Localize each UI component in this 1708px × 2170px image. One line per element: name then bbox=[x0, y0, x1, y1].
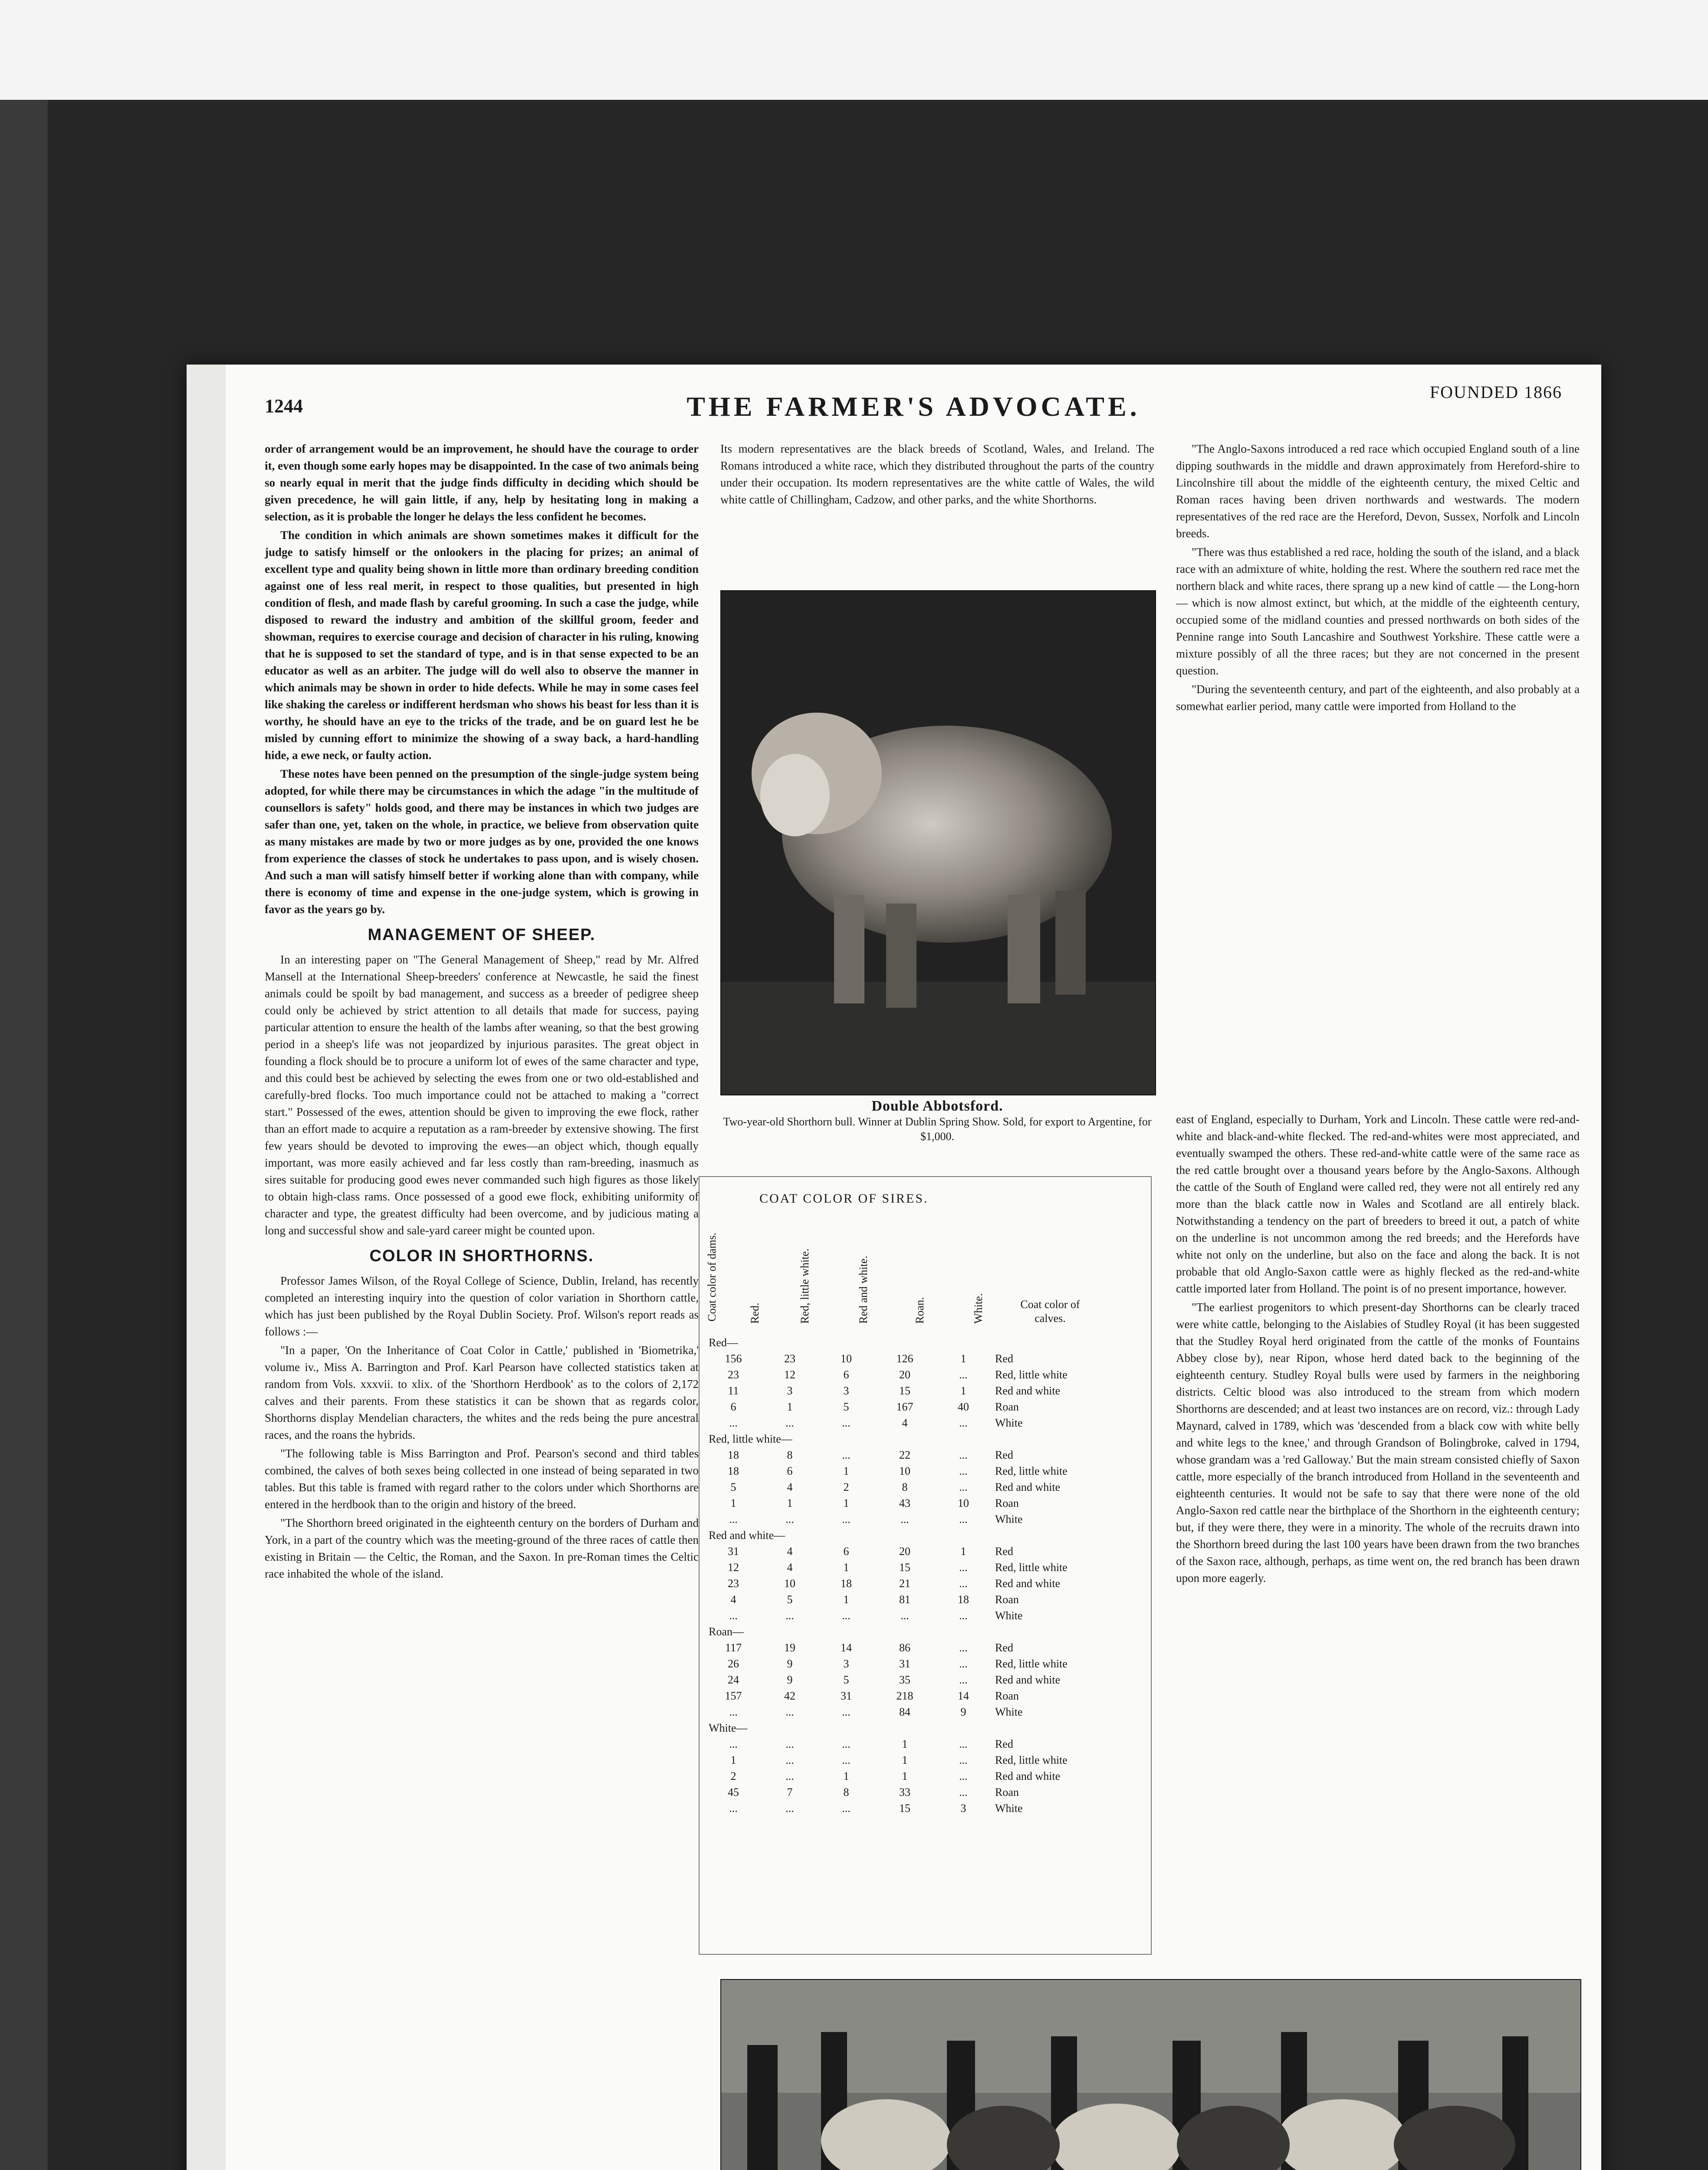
table-cell-calf-color: Roan bbox=[995, 1689, 1019, 1702]
table-cell: ... bbox=[785, 1609, 794, 1622]
table-cell: 18 bbox=[841, 1577, 852, 1590]
table-cell: ... bbox=[785, 1512, 794, 1526]
table-row bbox=[705, 1800, 1143, 1816]
table-cell: 117 bbox=[725, 1641, 742, 1654]
table-cell-calf-color: White bbox=[995, 1512, 1023, 1526]
col3-paragraph-4: east of England, especially to Durham, York and Lincoln. These cattle were red-and-white and black-and-white flecked. The red-and-whites were most appreciated, and eventually swamped the others. These red-and-white cattle were of the same race as the red cattle brought over a thousand years before by the Anglo-Saxons. Although the cattle of the South of England were called red, they were not all entirely red any more than the black cattle now in Wales and Scotland are all entirely black. Notwithstanding a tendency on the part of breeders to breed it out, a patch of white on the underline is not uncommon among the red breeds; and the Herefords have white not only on the underline, but also on the face and along the back. It is not probable that old Anglo-Saxon cattle were as highly flecked as the red-and-white cattle imported later from Holland. The point is of no present importance, however. bbox=[1176, 1113, 1580, 1295]
sire-header-red: Red. bbox=[749, 1302, 761, 1324]
table-cell: 8 bbox=[843, 1785, 849, 1798]
table-cell: 4 bbox=[902, 1416, 908, 1429]
dams-header: Coat color of dams. bbox=[706, 1232, 718, 1322]
founded-label: FOUNDED 1866 bbox=[1429, 382, 1562, 402]
table-cell: 23 bbox=[728, 1577, 739, 1590]
table-group-row bbox=[705, 1624, 1143, 1640]
scan-background-top bbox=[0, 0, 1708, 100]
table-cell: ... bbox=[842, 1737, 851, 1750]
table-cell: ... bbox=[959, 1368, 968, 1381]
table-cell: ... bbox=[959, 1464, 968, 1477]
table-group-row bbox=[705, 1720, 1143, 1736]
column-3-top bbox=[1176, 441, 1580, 1109]
table-cell: 7 bbox=[787, 1785, 793, 1798]
table-row bbox=[705, 1543, 1143, 1559]
table-cell: 24 bbox=[728, 1673, 739, 1686]
table-cell: ... bbox=[959, 1785, 968, 1798]
table-cell: 18 bbox=[728, 1448, 739, 1461]
table-cell: ... bbox=[842, 1609, 851, 1622]
table-cell: ... bbox=[842, 1753, 851, 1766]
table-row bbox=[705, 1479, 1143, 1495]
table-cell: 23 bbox=[784, 1352, 795, 1365]
masthead-title: THE FARMER'S ADVOCATE. bbox=[686, 391, 1140, 422]
table-row bbox=[705, 1367, 1143, 1383]
bull-photo-illustration bbox=[721, 591, 1155, 1095]
table-cell: 11 bbox=[728, 1384, 739, 1397]
col3-paragraph-3: "During the seventeenth century, and part of the eighteenth, and also probably at a somewhat earlier period, many cattle were imported from Holland to the bbox=[1176, 683, 1580, 713]
table-group-label: Red and white— bbox=[709, 1529, 785, 1542]
table-cell: ... bbox=[842, 1416, 851, 1429]
table-row bbox=[705, 1608, 1143, 1624]
table-group-label: Red— bbox=[709, 1336, 738, 1349]
col3-paragraph-2: "There was thus established a red race, holding the south of the island, and a black race with an admixture of white, holding the rest. Where the southern red race met the northern black and white races, there sprang up a new kind of cattle — the Long-horn — which is now almost extinct, but which, at the middle of the eighteenth century, occupied some of the midland counties and pressed northwards on both sides of the Pennine range into South Lancashire and Southwest Yorkshire. These cattle were a mixture possibly of all the three races; but they are not concerned in the present question. bbox=[1176, 546, 1580, 677]
table-cell: 4 bbox=[787, 1561, 793, 1574]
table-cell: 1 bbox=[787, 1400, 793, 1413]
table-cell-calf-color: Roan bbox=[995, 1593, 1019, 1606]
table-cell-calf-color: Roan bbox=[995, 1400, 1019, 1413]
table-cell: ... bbox=[959, 1448, 968, 1461]
table-cell: 33 bbox=[899, 1785, 910, 1798]
scan-background-left bbox=[0, 100, 48, 2170]
table-cell: ... bbox=[785, 1705, 794, 1718]
sire-header-roan: Roan. bbox=[913, 1297, 926, 1324]
table-cell: 9 bbox=[787, 1673, 793, 1686]
table-cell: 4 bbox=[730, 1593, 736, 1606]
table-cell: ... bbox=[729, 1512, 738, 1526]
table-cell: 1 bbox=[902, 1769, 908, 1782]
table-cell: 6 bbox=[843, 1545, 849, 1558]
heading-management-of-sheep: MANAGEMENT OF SHEEP. bbox=[368, 926, 596, 944]
photo-double-abbotsford bbox=[720, 590, 1156, 1095]
table-cell-calf-color: White bbox=[995, 1802, 1023, 1815]
table-cell: ... bbox=[959, 1480, 968, 1493]
table-cell: ... bbox=[729, 1802, 738, 1815]
table-cell-calf-color: Red and white bbox=[995, 1577, 1061, 1590]
table-cell: 1 bbox=[960, 1384, 966, 1397]
table-cell: 1 bbox=[902, 1737, 908, 1750]
table-cell: 218 bbox=[896, 1689, 913, 1702]
table-cell: 9 bbox=[960, 1705, 966, 1718]
table-cell: ... bbox=[842, 1802, 851, 1815]
table-row bbox=[705, 1399, 1143, 1415]
table-row bbox=[705, 1672, 1143, 1688]
table-cell: 1 bbox=[787, 1496, 793, 1509]
table-cell: ... bbox=[900, 1512, 909, 1526]
table-cell: ... bbox=[959, 1769, 968, 1782]
table-cell: 15 bbox=[899, 1384, 910, 1397]
table-cell-calf-color: Red and white bbox=[995, 1769, 1061, 1782]
col3-paragraph-1: "The Anglo-Saxons introduced a red race which occupied England south of a line dipping southwards in the middle and drawn approximately from Hereford-shire to Lincolnshire till about the middle of the eighteenth century, the mixed Celtic and Roman races having been driven northwards and westwards. The modern representatives of the red race are the Hereford, Devon, Sussex, Norfolk and Lincoln breeds. bbox=[1176, 442, 1580, 540]
table-cell: ... bbox=[842, 1448, 851, 1461]
table-row bbox=[705, 1383, 1143, 1399]
col1-paragraph-7: "The following table is Miss Barrington and Prof. Pearson's second and third tables combined, the calves of both sexes being collected in one instead of being separated in two tables. But this table is framed with regard rather to the colors under which Shorthorns are entered in the herdbook than to the origin and history of the breed. bbox=[265, 1447, 699, 1511]
table-cell: 81 bbox=[899, 1593, 910, 1606]
table-cell: 15 bbox=[899, 1561, 910, 1574]
table-cell: 6 bbox=[787, 1464, 793, 1477]
table-row bbox=[705, 1415, 1143, 1431]
table-cell: 15 bbox=[899, 1802, 910, 1815]
col1-paragraph-1: order of arrangement would be an improvement, he should have the courage to order it, even though some early hopes may be disappointed. In the case of two animals being so nearly equal in merit that the judge finds difficulty in deciding which should be given precedence, he will gain little, if any, help by hesitating long in making a selection, as it is probable the longer he delays the less confident he becomes. bbox=[265, 442, 699, 523]
table-cell: 12 bbox=[728, 1561, 739, 1574]
table-cell: 35 bbox=[899, 1673, 910, 1686]
table-cell: ... bbox=[959, 1512, 968, 1526]
table-cell: 1 bbox=[843, 1496, 849, 1509]
table-cell: 10 bbox=[958, 1496, 969, 1509]
photo1-subcaption: Two-year-old Shorthorn bull. Winner at Dublin Spring Show. Sold, for export to Argentine, for $1,000. bbox=[723, 1115, 1152, 1143]
table-cell: 84 bbox=[899, 1705, 910, 1718]
table-cell: ... bbox=[959, 1609, 968, 1622]
table-cell-calf-color: Red and white bbox=[995, 1673, 1061, 1686]
table-cell: 31 bbox=[841, 1689, 852, 1702]
table-row bbox=[705, 1351, 1143, 1367]
table-cell: ... bbox=[729, 1416, 738, 1429]
heading-color-in-shorthorns: COLOR IN SHORTHORNS. bbox=[369, 1247, 594, 1265]
table-cell: 14 bbox=[841, 1641, 852, 1654]
photo-judging-yearling-bulls bbox=[720, 1979, 1581, 2170]
table-cell-calf-color: White bbox=[995, 1609, 1023, 1622]
col3-paragraph-5: "The earliest progenitors to which present-day Shorthorns can be clearly traced were white cattle, belonging to the Aislabies of Studley Royal (it has been suggested that the Studley Royal herd originated from the cattle of the monks of Fountains Abbey close by), near Ripon, whose herd dated back to the beginning of the eighteenth century. Studley Royal bulls were used by farmers in the neighboring districts. Celtic blood was also introduced to the stream from which modern Shorthorns are descended; and at least two instances are on record, viz.: through Lady Maynard, calved in 1789, which was 'descended from a black cow with white belly and white legs to the knee,' and through Grandson of Bolingbroke, calved in 1794, whose grandam was a 'red Galloway.' But the main stream consisted chiefly of Saxon cattle, more especially of the branch introduced from Holland in the seventeenth and eighteenth centuries. It would not be safe to say that there were none of the old Anglo-Saxon red cattle near the birthplace of the Shorthorn in the eighteenth century; but, if they were there, they were in a minority. The whole of the recruits drawn into the Shorthorn breed during the last 100 years have been drawn from the two branches of the Saxon race, although, perhaps, as time went on, the red branch has been drawn upon more eagerly. bbox=[1176, 1301, 1580, 1585]
table-cell: 3 bbox=[843, 1384, 849, 1397]
table-cell: ... bbox=[785, 1737, 794, 1750]
table-row bbox=[705, 1575, 1143, 1591]
table-cell: 1 bbox=[843, 1464, 849, 1477]
table-cell-calf-color: Red and white bbox=[995, 1480, 1061, 1493]
table-row bbox=[705, 1640, 1143, 1656]
column-3-bottom bbox=[1176, 1111, 1580, 1957]
table-cell: 156 bbox=[725, 1352, 742, 1365]
table-row bbox=[705, 1688, 1143, 1704]
sire-header-red-and-white: Red and white. bbox=[857, 1256, 870, 1324]
col1-paragraph-6: "In a paper, 'On the Inheritance of Coat Color in Cattle,' published in 'Biometrika,' volume iv., Miss A. Barrington and Prof. Karl Pearson have collected statistics taken at random from Vols. xxxvii. to xlix. of the 'Shorthorn Herdbook' as to the colors of 2,172 calves and their parents. From these statistics it can be shown that as regards color, Shorthorns display Mendelian characters, the whites and the reds being the pure ancestral races, and the roans the hybrids. bbox=[265, 1344, 699, 1441]
col1-paragraph-2: The condition in which animals are shown sometimes makes it difficult for the judge to satisfy himself or the onlookers in the placing for prizes; an animal of excellent type and quality being shown in little more than ordinary breeding condition against one of less real merit, in respect to those qualities, but presented in high condition of flesh, and made flash by careful grooming. In such a case the judge, while disposed to reward the industry and ambition of the skillful groom, feeder and showman, requires to exercise courage and decision of character in his ruling, knowing that he is supposed to set the standard of type, and is in that sense expected to be an educator as well as an arbiter. The judge will do well also to observe the manner in which animals may be shown in order to hide defects. While he may in some cases feel like shaking the careless or indifferent herdsman who shows his beast for less than it is worthy, he should have an eye to the tricks of the trade, and be on guard lest he be misled by cunning effort to minimize the showing of a sway back, a hard-handling hide, a ewe neck, or faulty action. bbox=[265, 529, 699, 762]
photo1-title: Double Abbotsford. bbox=[871, 1098, 1003, 1114]
table-cell: 1 bbox=[960, 1545, 966, 1558]
table-cell: ... bbox=[729, 1737, 738, 1750]
table-cell: 4 bbox=[787, 1545, 793, 1558]
table-cell-calf-color: Red, little white bbox=[995, 1753, 1068, 1766]
table-cell: 23 bbox=[728, 1368, 739, 1381]
table-row bbox=[705, 1591, 1143, 1608]
table-cell: ... bbox=[842, 1512, 851, 1526]
table-cell: 9 bbox=[787, 1657, 793, 1670]
table-cell: 4 bbox=[787, 1480, 793, 1493]
table-cell: ... bbox=[900, 1609, 909, 1622]
table-cell: 8 bbox=[787, 1448, 793, 1461]
table-cell-calf-color: Red bbox=[995, 1641, 1013, 1654]
table-cell: 1 bbox=[902, 1753, 908, 1766]
table-cell: 5 bbox=[787, 1593, 793, 1606]
table-cell: 3 bbox=[787, 1384, 793, 1397]
table-cell: ... bbox=[959, 1577, 968, 1590]
table-cell: 42 bbox=[784, 1689, 795, 1702]
table-cell: 20 bbox=[899, 1368, 910, 1381]
page-number: 1244 bbox=[265, 395, 303, 417]
col1-paragraph-8: "The Shorthorn breed originated in the eighteenth century on the borders of Durham and York, in a part of the country which was the meeting-ground of the three races of cattle then existing in Britain — the Celtic, the Roman, and the Saxon. In pre-Roman times the Celtic race inhabited the whole of the island. bbox=[265, 1516, 699, 1580]
table-cell: 167 bbox=[896, 1400, 913, 1413]
calves-header: Coat color of calves. bbox=[1020, 1298, 1080, 1325]
table-cell: 2 bbox=[730, 1769, 736, 1782]
table-cell: 19 bbox=[784, 1641, 795, 1654]
table-cell: 5 bbox=[730, 1480, 736, 1493]
table-cell: ... bbox=[785, 1802, 794, 1815]
table-group-row bbox=[705, 1431, 1143, 1447]
table-group-label: Red, little white— bbox=[709, 1432, 792, 1445]
table-cell: 5 bbox=[843, 1400, 849, 1413]
table-cell: ... bbox=[959, 1753, 968, 1766]
table-group-row bbox=[705, 1335, 1143, 1351]
table-cell: 3 bbox=[843, 1657, 849, 1670]
table-cell-calf-color: Red bbox=[995, 1737, 1013, 1750]
table-cell: 86 bbox=[899, 1641, 910, 1654]
running-head bbox=[265, 382, 1562, 425]
table-row bbox=[705, 1656, 1143, 1672]
col1-paragraph-4: In an interesting paper on "The General Management of Sheep," read by Mr. Alfred Mansell at the International Sheep-breeders' conference at Newcastle, he said the finest animals could be spoilt by bad management, and success as a breeder of pedigree sheep could only be achieved by strict attention to all details that made for success, paying particular attention to ensure the health of the lambs after weaning, so that the best growing period in a sheep's life was not jeopardized by injurious parasites. The great object in founding a flock should be to procure a uniform lot of ewes of the same character and type, and this could best be achieved by selecting the ewes from one or two old-established and carefully-bred flocks. Too much importance could not be attached to making a "correct start." Possessed of the ewes, attention should be given to improving the ewe flock, rather than an effort made to acquire a reputation as a ram-breeder by extensive showing. The first few years should be devoted to improving the ewes—an object which, though equally important, was more easily achieved and far less costly than ram-breeding, inasmuch as sires suitable for producing good ewes never commanded such high figures as those likely to obtain high-class rams. Once possessed of a good ewe flock, exhibiting uniformity of character and type, the greatest difficulty had been overcome, and by judicious mating a long and successful show and sale-yard career might be counted upon. bbox=[265, 953, 699, 1237]
column-1 bbox=[265, 441, 699, 2170]
table-cell-calf-color: Red, little white bbox=[995, 1561, 1068, 1574]
table-row bbox=[705, 1736, 1143, 1752]
table-cell: 31 bbox=[728, 1545, 739, 1558]
table-row bbox=[705, 1495, 1143, 1511]
table-cell: 6 bbox=[730, 1400, 736, 1413]
table-cell: 3 bbox=[960, 1802, 966, 1815]
table-cell: ... bbox=[842, 1705, 851, 1718]
table-cell-calf-color: Red, little white bbox=[995, 1657, 1068, 1670]
table-cell: ... bbox=[959, 1641, 968, 1654]
table-cell: 1 bbox=[843, 1769, 849, 1782]
table-cell: 18 bbox=[728, 1464, 739, 1477]
table-cell: 18 bbox=[958, 1593, 969, 1606]
table-cell: 14 bbox=[958, 1689, 969, 1702]
table-cell: 12 bbox=[784, 1368, 795, 1381]
table-cell-calf-color: Roan bbox=[995, 1496, 1019, 1509]
table-cell: 2 bbox=[843, 1480, 849, 1493]
table-cell: 1 bbox=[843, 1561, 849, 1574]
table-cell: 157 bbox=[725, 1689, 742, 1702]
table-group-label: Roan— bbox=[709, 1625, 744, 1638]
table-cell-calf-color: Red bbox=[995, 1448, 1013, 1461]
sire-header-white: White. bbox=[972, 1293, 985, 1324]
sire-header-red-little-white: Red, little white. bbox=[798, 1248, 811, 1324]
table-cell: 8 bbox=[902, 1480, 908, 1493]
table-cell-calf-color: Red, little white bbox=[995, 1368, 1068, 1381]
judging-photo-illustration bbox=[721, 1980, 1580, 2170]
table-cell-calf-color: Red bbox=[995, 1545, 1013, 1558]
table-cell: 126 bbox=[896, 1352, 913, 1365]
table-row bbox=[705, 1463, 1143, 1479]
table-row bbox=[705, 1447, 1143, 1463]
table-cell: 26 bbox=[728, 1657, 739, 1670]
table-cell: 1 bbox=[960, 1352, 966, 1365]
table-group-label: White— bbox=[709, 1721, 748, 1734]
table-cell: ... bbox=[729, 1609, 738, 1622]
newspaper-page bbox=[187, 365, 1601, 2170]
table-cell: 10 bbox=[899, 1464, 910, 1477]
table-cell: 45 bbox=[728, 1785, 739, 1798]
table-cell-calf-color: White bbox=[995, 1705, 1023, 1718]
table-cell: 20 bbox=[899, 1545, 910, 1558]
table-cell: 10 bbox=[784, 1577, 795, 1590]
table-cell: 10 bbox=[841, 1352, 852, 1365]
table-row bbox=[705, 1784, 1143, 1800]
table-cell: ... bbox=[959, 1737, 968, 1750]
table-cell: ... bbox=[959, 1673, 968, 1686]
table-cell: 1 bbox=[730, 1753, 736, 1766]
table-cell: ... bbox=[959, 1657, 968, 1670]
coat-color-table bbox=[705, 1335, 1143, 1816]
table-group-row bbox=[705, 1527, 1143, 1543]
table-cell: ... bbox=[729, 1705, 738, 1718]
photo1-caption bbox=[720, 1098, 1154, 1144]
table-cell-calf-color: Red, little white bbox=[995, 1464, 1068, 1477]
table-cell: ... bbox=[785, 1753, 794, 1766]
table-cell-calf-color: Red and white bbox=[995, 1384, 1061, 1397]
table-row bbox=[705, 1752, 1143, 1768]
column-2-top bbox=[720, 441, 1154, 575]
table-cell-calf-color: White bbox=[995, 1416, 1023, 1429]
table-cell: 1 bbox=[843, 1593, 849, 1606]
table-row bbox=[705, 1559, 1143, 1575]
table-cell: 6 bbox=[843, 1368, 849, 1381]
col1-paragraph-3: These notes have been penned on the presumption of the single-judge system being adopted, for while there may be circumstances in which the adage "in the multitude of counsellors is safety" holds good, and there may be instances in which two judges are safer than one, yet, taken on the whole, in practice, we believe from observation quite as many mistakes are made by two or more judges as by one, provided the one knows from experience the classes of stock he undertakes to pass upon, and is wisely chosen. And such a man will satisfy himself better if working alone than with company, while there is economy of time and expense in the one-judge system, which is growing in favor as the years go by. bbox=[265, 767, 699, 916]
col2-paragraph-1: Its modern representatives are the black breeds of Scotland, Wales, and Ireland. The Romans introduced a white race, which they distributed throughout the parts of the country under their occupation. Its modern representatives are the white cattle of Wales, the wild white cattle of Chillingham, Cadzow, and other parks, and the white Shorthorns. bbox=[720, 442, 1154, 506]
table-cell: 21 bbox=[899, 1577, 910, 1590]
page-left-margin bbox=[187, 365, 226, 2170]
table-cell: 5 bbox=[843, 1673, 849, 1686]
table-cell: ... bbox=[959, 1561, 968, 1574]
table-cell: ... bbox=[785, 1416, 794, 1429]
table-cell-calf-color: Red bbox=[995, 1352, 1013, 1365]
table-cell: 40 bbox=[958, 1400, 969, 1413]
table-row bbox=[705, 1511, 1143, 1527]
table-cell: ... bbox=[959, 1416, 968, 1429]
table-row bbox=[705, 1704, 1143, 1720]
table-cell: 31 bbox=[899, 1657, 910, 1670]
table-cell: 22 bbox=[899, 1448, 910, 1461]
table-cell: ... bbox=[785, 1769, 794, 1782]
table-row bbox=[705, 1768, 1143, 1784]
col1-paragraph-5: Professor James Wilson, of the Royal College of Science, Dublin, Ireland, has recently completed an interesting inquiry into the question of color variation in Shorthorn cattle, which has just been published by the Royal Dublin Society. Prof. Wilson's report reads as follows :— bbox=[265, 1274, 699, 1338]
table-cell-calf-color: Roan bbox=[995, 1785, 1019, 1798]
table-cell: 43 bbox=[899, 1496, 910, 1509]
table-cell: 1 bbox=[730, 1496, 736, 1509]
table-title: COAT COLOR OF SIRES. bbox=[759, 1191, 929, 1206]
